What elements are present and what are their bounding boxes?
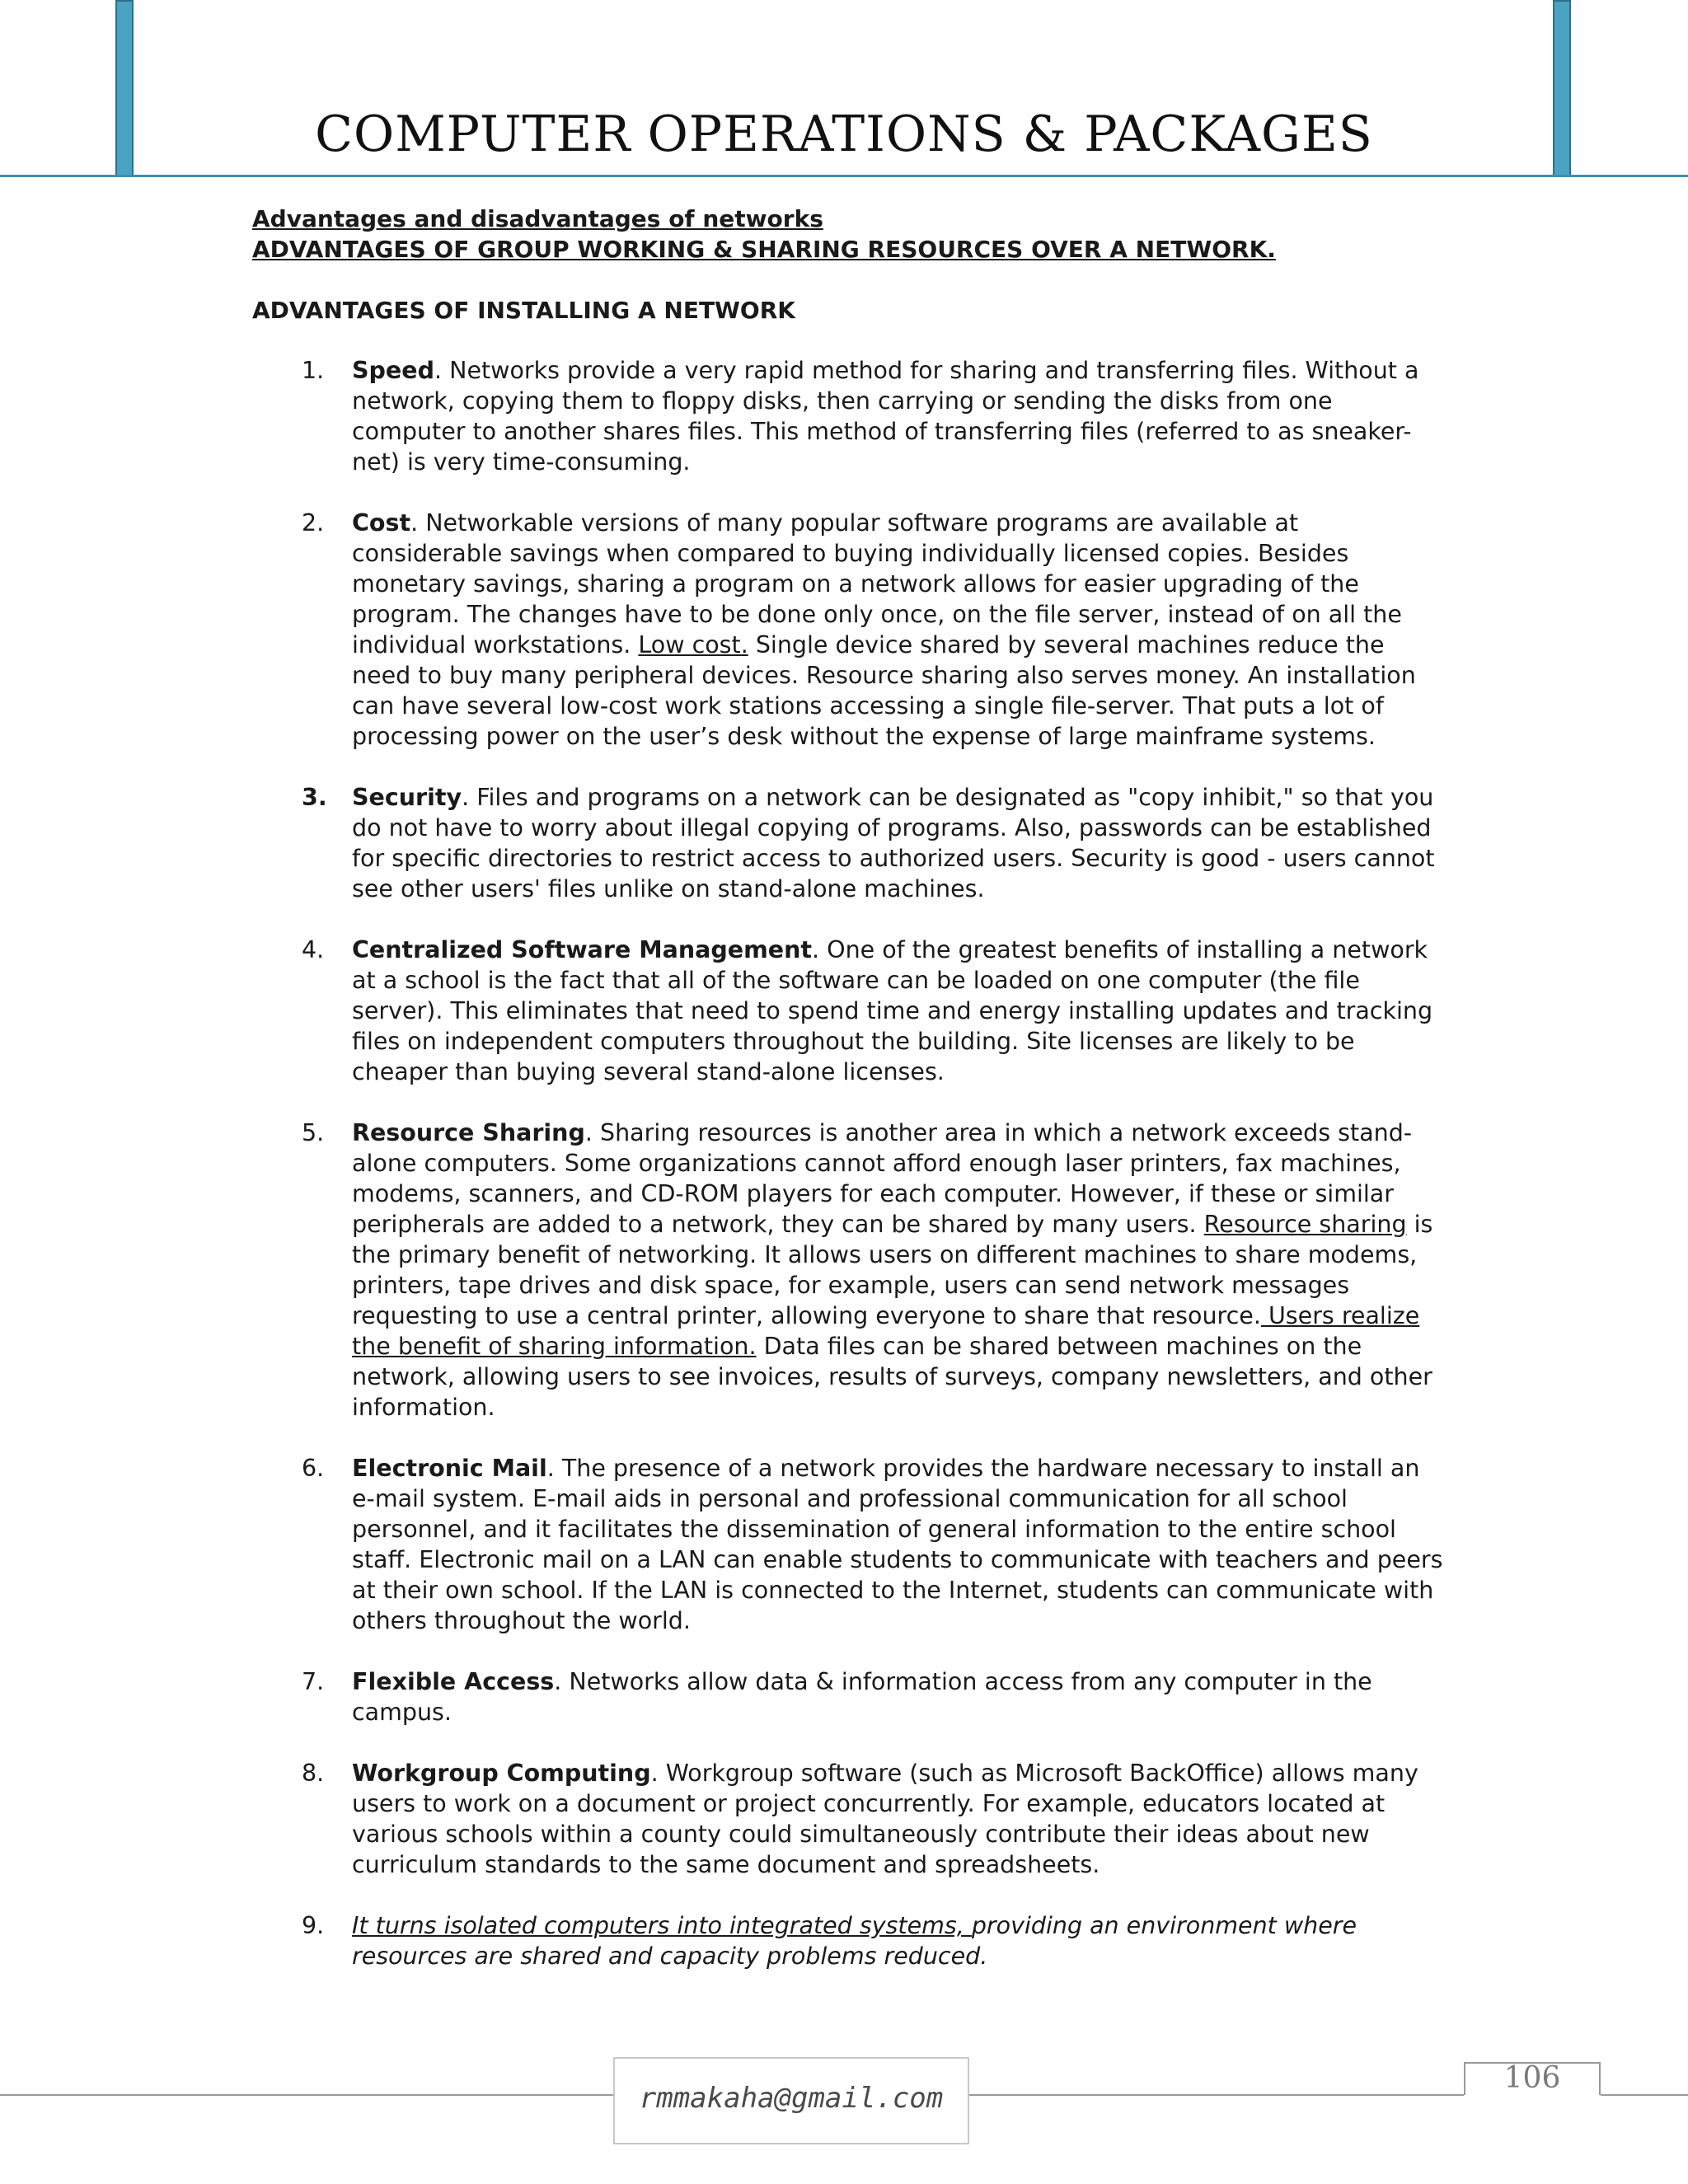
list-item-number: 4.: [302, 936, 325, 963]
page-title: COMPUTER OPERATIONS & PACKAGES: [315, 105, 1373, 163]
section-heading-group-working: ADVANTAGES OF GROUP WORKING & SHARING RESOURCES OVER A NETWORK.: [252, 236, 1276, 263]
list-item: [252, 1910, 1447, 1971]
list-item-text: . Networks allow data & information access from any computer in the campus.: [352, 1668, 1372, 1726]
document-body: [252, 204, 1447, 2002]
footer-line-right: [1601, 2094, 1688, 2096]
list-item-underlined-text: It turns isolated computers into integrated systems,: [352, 1912, 972, 1939]
list-item-title: Electronic Mail: [352, 1455, 547, 1482]
list-item: [252, 355, 1447, 477]
section-heading-networks: Advantages and disadvantages of networks: [252, 205, 823, 232]
list-item-title: Flexible Access: [352, 1668, 555, 1695]
list-item-text: Data files can be shared between machines on the network, allowing users to see invoices, results of surveys, company newsletters, and other information.: [352, 1333, 1432, 1421]
footer-email: rmmakaha@gmail.com: [639, 2082, 944, 2115]
list-item-text: . Networks provide a very rapid method for sharing and transferring files. Without a network, copying them to floppy disks, then carrying or sending the disks from one computer to another shares files. This method of transferring files (referred to as sneaker-net) is very time-consuming.: [352, 357, 1419, 476]
list-item: [252, 1758, 1447, 1880]
footer-line-left: [0, 2094, 613, 2096]
list-item-text: providing an environment where resources are shared and capacity problems reduced.: [352, 1912, 1357, 1970]
list-item-title: Workgroup Computing: [352, 1760, 651, 1787]
footer-line-middle: [969, 2094, 1464, 2096]
page-number-tab: [1464, 2062, 1601, 2095]
list-item-number: 7.: [302, 1668, 325, 1695]
list-item: [252, 1666, 1447, 1727]
list-item-text: . One of the greatest benefits of installing a network at a school is the fact that all of the software can be loaded on one computer (the file server). This eliminates that need to spend time and energy installing updates and tracking files on independent computers throughout the building. Site licenses are likely to be cheaper than buying several stand-alone licenses.: [352, 936, 1433, 1085]
list-item-text: . Sharing resources is another area in which a network exceeds stand-alone computers. Some organizations cannot afford enough laser printers, fax machines, modems, scanners, and CD-ROM players for each computer. However, if these or similar peripherals are added to a network, they can be shared by many users.: [352, 1119, 1413, 1238]
list-item-number: 3.: [302, 784, 327, 811]
list-item-text: Single device shared by several machines reduce the need to buy many peripheral devices. Resource sharing also serves money. An installation can have several low-cost work stations accessing a single file-server. That puts a lot of processing power on the user’s desk without the expense of large mainframe systems.: [352, 631, 1416, 750]
list-item-number: 8.: [302, 1760, 325, 1787]
list-item-underlined-text: Resource sharing: [1203, 1211, 1407, 1238]
list-item-number: 9.: [302, 1912, 325, 1939]
list-item-text: . Files and programs on a network can be designated as "copy inhibit," so that you do not have to worry about illegal copying of programs. Also, passwords can be established for specific directories to restrict access to authorized users. Security is good - users cannot see other users' files unlike on stand-alone machines.: [352, 784, 1435, 902]
header-divider: [0, 175, 1688, 177]
page-number: 106: [1503, 2061, 1561, 2095]
list-item-text: . Workgroup software (such as Microsoft BackOffice) allows many users to work on a document or project concurrently. For example, educators located at various schools within a county could simultaneously contribute their ideas about new curriculum standards to the same document and spreadsheets.: [352, 1760, 1418, 1878]
advantages-list: [252, 355, 1447, 1971]
list-item-underlined-text: Low cost.: [638, 631, 748, 658]
list-item: [252, 935, 1447, 1087]
list-item-title: Security: [352, 784, 462, 811]
list-item-underlined-text: Users realize the benefit of sharing information.: [352, 1302, 1420, 1360]
list-item-text: is the primary benefit of networking. It allows users on different machines to share modems, printers, tape drives and disk space, for example, users can send network messages requesting to use a central printer, allowing everyone to share that resource.: [352, 1211, 1433, 1329]
list-item-text: . Networkable versions of many popular software programs are available at considerable savings when compared to buying individually licensed copies. Besides monetary savings, sharing a program on a network allows for easier upgrading of the program. The changes have to be done only once, on the file server, instead of on all the individual workstations.: [352, 509, 1402, 658]
list-item: [252, 508, 1447, 752]
list-item: [252, 1453, 1447, 1636]
list-item-title: Centralized Software Management: [352, 936, 813, 963]
list-item-number: 2.: [302, 509, 325, 537]
list-item: [252, 1118, 1447, 1422]
list-item-text: . The presence of a network provides the hardware necessary to install an e-mail system. E-mail aids in personal and professional communication for all school personnel, and it facilitates the dissemination of general information to the entire school staff. Electronic mail on a LAN can enable students to communicate with teachers and peers at their own school. If the LAN is connected to the Internet, students can communicate with others throughout the world.: [352, 1455, 1443, 1634]
list-item-number: 5.: [302, 1119, 325, 1146]
list-item-number: 6.: [302, 1455, 325, 1482]
list-item-title: Resource Sharing: [352, 1119, 585, 1146]
list-item: [252, 782, 1447, 904]
section-heading-installing: ADVANTAGES OF INSTALLING A NETWORK: [252, 297, 795, 324]
list-item-title: Cost: [352, 509, 411, 537]
footer-email-box: [613, 2057, 969, 2144]
list-item-number: 1.: [302, 357, 325, 384]
list-item-title: Speed: [352, 357, 434, 384]
